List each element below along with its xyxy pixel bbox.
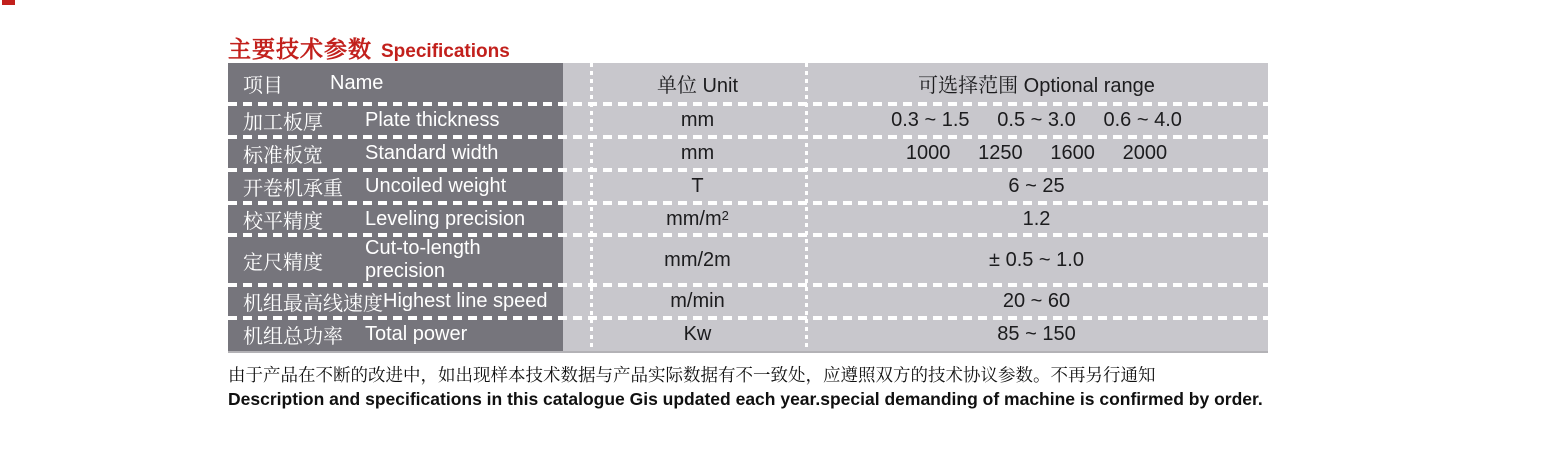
row-name-en: Total power xyxy=(365,323,468,346)
row-divider xyxy=(228,283,1268,287)
unit-value: m/min xyxy=(670,290,725,313)
column-divider-name-unit xyxy=(590,63,593,351)
row-cell-range xyxy=(805,104,1268,137)
table-row-uncoiled-weight xyxy=(228,170,1268,203)
row-name-cn: 校平精度 xyxy=(243,210,323,233)
row-divider xyxy=(228,233,1268,237)
row-cell-range xyxy=(805,285,1268,318)
header-unit-label: 单位 Unit xyxy=(656,75,739,97)
row-cell-range xyxy=(805,203,1268,236)
row-cell-unit xyxy=(590,203,805,236)
range-value: 0.3 ~ 1.5 0.5 ~ 3.0 0.6 ~ 4.0 xyxy=(891,108,1182,131)
row-cell-gap xyxy=(563,170,590,203)
table-row-standard-width xyxy=(228,137,1268,170)
table-row-highest-line-speed xyxy=(228,285,1268,318)
table-header-row xyxy=(228,63,1268,104)
unit-value: mm/m xyxy=(666,207,722,230)
row-cell-name xyxy=(228,235,563,285)
header-cell-range xyxy=(805,63,1268,104)
table-row-cut-to-length-precision xyxy=(228,235,1268,285)
row-cell-unit xyxy=(590,104,805,137)
row-cell-gap xyxy=(563,104,590,137)
table-row-plate-thickness xyxy=(228,104,1268,137)
disclaimer-cn: 由于产品在不断的改进中，如出现样本技术数据与产品实际数据有不一致处，应遵照双方的技术协议参数。不再另行通知 xyxy=(228,365,1156,385)
header-range-label: 可选择范围 Optional range xyxy=(918,75,1155,97)
range-value: 1000 1250 1600 2000 xyxy=(905,141,1168,164)
header-cell-name xyxy=(228,63,563,104)
row-cell-range xyxy=(805,318,1268,351)
row-divider xyxy=(228,201,1268,205)
unit-value: Kw xyxy=(683,323,712,346)
disclaimer xyxy=(228,364,1408,411)
row-divider xyxy=(228,316,1268,320)
range-value: 85 ~ 150 xyxy=(997,323,1076,346)
row-cell-gap xyxy=(563,318,590,351)
row-cell-gap xyxy=(563,203,590,236)
section-title xyxy=(228,31,510,64)
row-cell-name xyxy=(228,203,563,236)
column-divider-unit-range xyxy=(805,63,808,351)
unit-value: T xyxy=(691,174,704,197)
header-name-en: Name xyxy=(330,72,384,94)
row-cell-range xyxy=(805,137,1268,170)
row-name-en: Plate thickness xyxy=(365,108,500,131)
unit-value: mm/2m xyxy=(664,248,731,271)
header-cell-unit xyxy=(590,63,805,104)
row-cell-unit xyxy=(590,170,805,203)
row-divider xyxy=(228,102,1268,106)
row-cell-unit xyxy=(590,318,805,351)
row-name-en: Leveling precision xyxy=(365,207,526,230)
row-cell-name xyxy=(228,318,563,351)
range-value: 20 ~ 60 xyxy=(1002,290,1071,313)
row-cell-range xyxy=(805,235,1268,285)
specifications-table xyxy=(228,63,1268,353)
row-cell-gap xyxy=(563,235,590,285)
table-row-total-power xyxy=(228,318,1268,351)
row-cell-name xyxy=(228,104,563,137)
row-cell-unit xyxy=(590,235,805,285)
section-title-en: Specifications xyxy=(381,41,510,62)
range-value: 6 ~ 25 xyxy=(1008,174,1065,197)
range-value: ± 0.5 ~ 1.0 xyxy=(989,248,1084,271)
row-cell-name xyxy=(228,285,563,318)
row-divider xyxy=(228,135,1268,139)
header-cell-gap xyxy=(563,63,590,104)
row-name-en: Uncoiled weight xyxy=(365,174,507,197)
section-title-cn: 主要技术参数 xyxy=(228,36,372,62)
row-cell-gap xyxy=(563,137,590,170)
unit-value: mm xyxy=(680,141,715,164)
row-name-cn: 加工板厚 xyxy=(243,111,323,134)
table-row-leveling-precision xyxy=(228,203,1268,236)
row-name-cn: 机组总功率 xyxy=(243,326,343,349)
row-name-en: Standard width xyxy=(365,141,499,164)
page-corner-mark xyxy=(2,0,15,5)
row-cell-unit xyxy=(590,137,805,170)
row-name-cn: 定尺精度 xyxy=(243,251,323,274)
row-divider xyxy=(228,168,1268,172)
header-name-cn: 项目 xyxy=(243,75,283,97)
unit-superscript: 2 xyxy=(721,207,729,223)
disclaimer-en: Description and specifications in this catalogue Gis updated each year.special demanding of machine is confirmed by order. xyxy=(228,389,1263,409)
row-cell-name xyxy=(228,170,563,203)
unit-value: mm xyxy=(680,108,715,131)
range-value: 1.2 xyxy=(1022,207,1051,230)
row-cell-range xyxy=(805,170,1268,203)
row-name-cn: 机组最高线速度 xyxy=(243,293,383,316)
row-name-en: Cut-to-length precision xyxy=(365,237,481,283)
row-name-en: Highest line speed xyxy=(383,290,548,313)
row-name-cn: 标准板宽 xyxy=(243,144,323,167)
row-cell-name xyxy=(228,137,563,170)
row-name-cn: 开卷机承重 xyxy=(243,177,343,200)
row-cell-gap xyxy=(563,285,590,318)
row-cell-unit xyxy=(590,285,805,318)
